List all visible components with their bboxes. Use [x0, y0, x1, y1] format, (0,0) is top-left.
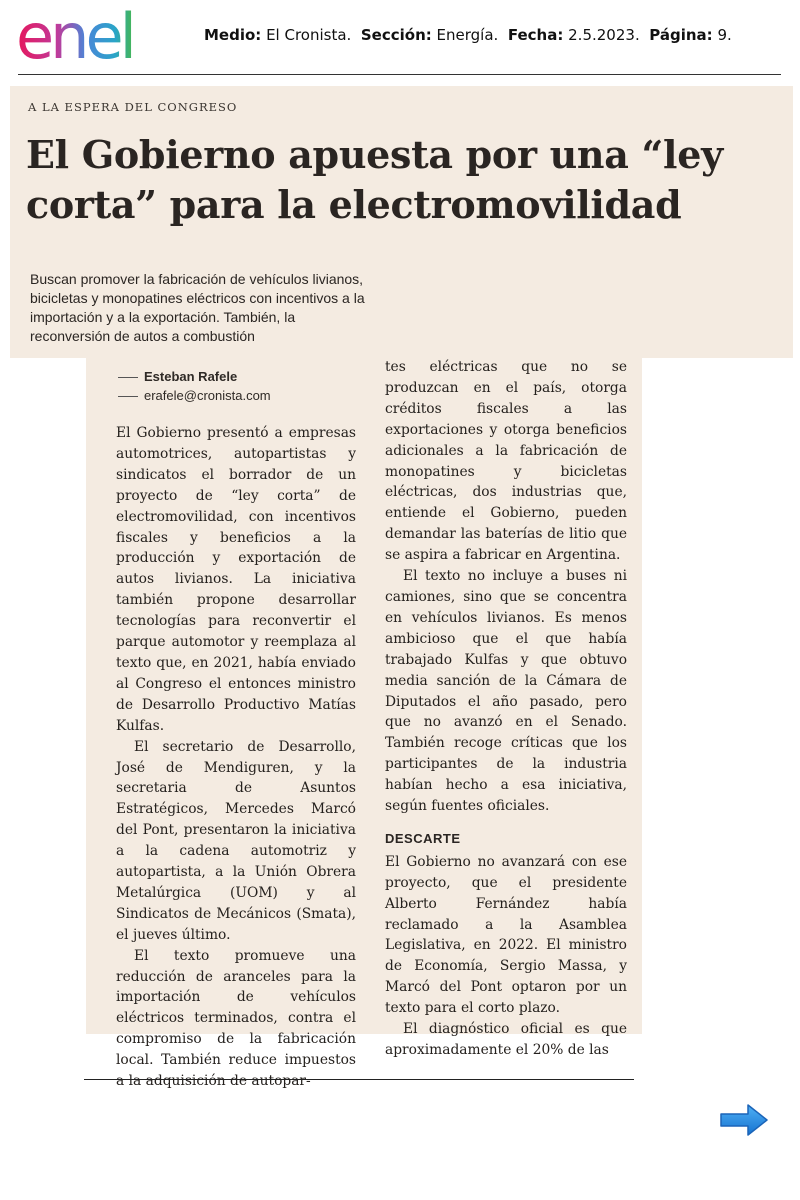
paragraph: El Gobierno presentó a empresas automotrices, autopartistas y sindicatos el borrador de un proyecto de “ley corta” de electromovilidad, con incentivos fiscales y beneficios a la producción y exportación de autos livianos. La iniciativa también propone desarrollar tecnologías para reconvertir el parque automotor y reemplaza al texto que, en 2021, había enviado al Congreso el entonces ministro de Desarrollo Productivo Matías Kulfas. — [116, 425, 356, 734]
paragraph: El Gobierno no avanzará con ese proyecto, que el presidente Alberto Fernández había reclamado a la Asamblea Legislativa, en 2022. El ministro de Economía, Sergio Massa, y Marcó del Pont optaron por un texto para el corto plazo. — [385, 853, 627, 1017]
fecha-label: Fecha: — [507, 26, 564, 44]
section-heading: DESCARTE — [385, 830, 461, 846]
byline — [118, 367, 271, 405]
seccion-value: Energía. — [436, 26, 499, 44]
pagina-value: 9. — [717, 26, 732, 44]
medio-label: Medio: — [204, 26, 262, 44]
article-column-2 — [385, 357, 627, 1061]
byline-dash — [118, 396, 138, 397]
paragraph: El secretario de Desarrollo, José de Mendiguren, y la secretaria de Asuntos Estratégicos, Mercedes Marcó del Pont, presentaron la iniciativa a la cadena automotriz y autopartista, a la Unión Obrera Metalúrgica (UOM) y al Sindicatos de Mecánicos (Smata), el jueves último. — [116, 738, 356, 943]
medio-value: El Cronista. — [266, 26, 352, 44]
author-name: Esteban Rafele — [144, 369, 238, 384]
article-column-1 — [116, 423, 356, 1092]
article-subhead: Buscan promover la fabricación de vehículos livianos, bicicletas y monopatines eléctricos con incentivos a la importación y a la exportación. También, la reconversión de autos a combustión — [30, 271, 365, 344]
enel-logo — [16, 6, 180, 68]
fecha-value: 2.5.2023. — [568, 26, 640, 44]
paragraph: tes eléctricas que no se produzcan en el país, otorga créditos fiscales a las exportaciones y otorga beneficios adicionales a la fabricación de monopatines y bicicletas eléctricas, dos industrias que, entiende el Gobierno, pueden demandar las baterías de litio que se aspira a fabricar en Argentina. — [385, 359, 627, 564]
paragraph: El texto promueve una reducción de aranceles para la importación de vehículos eléctricos terminados, contra el compromiso de la fabricación local. También reduce impuestos a la adquisición de autopar- — [116, 947, 356, 1090]
logo-text: enel — [16, 6, 133, 68]
author-email: erafele@cronista.com — [144, 388, 271, 403]
pagina-label: Página: — [649, 26, 713, 44]
right-arrow-icon[interactable] — [718, 1102, 770, 1138]
seccion-label: Sección: — [360, 26, 432, 44]
article-kicker: A LA ESPERA DEL CONGRESO — [28, 100, 238, 114]
article-headline: El Gobierno apuesta por una “ley corta” para la electromovilidad — [26, 132, 723, 227]
paragraph: El diagnóstico oficial es que aproximadamente el 20% de las — [385, 1021, 627, 1058]
footer-divider — [84, 1079, 634, 1080]
byline-dash — [118, 377, 138, 378]
paragraph: El texto no incluye a buses ni camiones, sino que se concentra en vehículos livianos. Es menos ambicioso que el que había trabajado Kulfas y que obtuvo media sanción de la Cámara de Diputados el año pasado, pero que no avanzó en el Senado. También recoge críticas que los participantes de la industria habían hecho a esa iniciativa, según fuentes oficiales. — [385, 568, 627, 815]
header-divider — [18, 74, 781, 75]
document-meta — [204, 26, 794, 44]
